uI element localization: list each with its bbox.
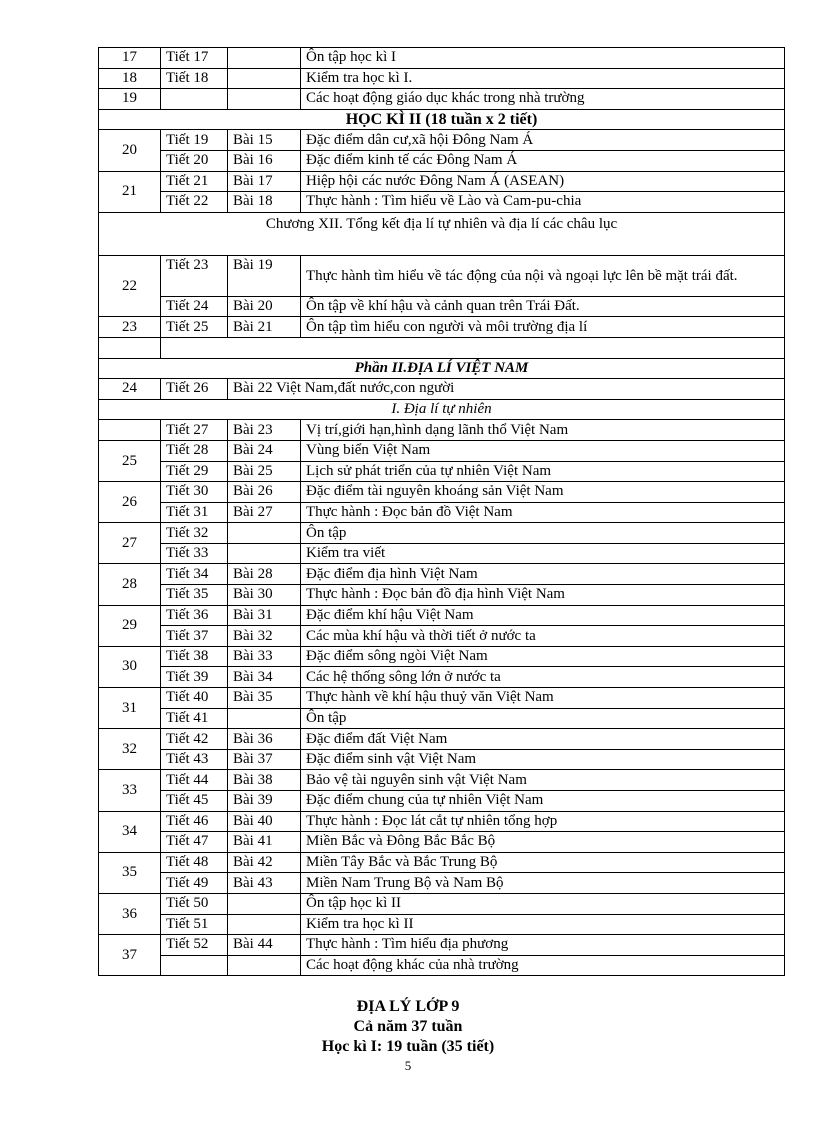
week-cell: 37: [99, 935, 161, 976]
lesson-cell: Tiết 28: [161, 440, 228, 461]
content-cell: Bài 22 Việt Nam,đất nước,con người: [228, 379, 785, 400]
lesson-cell: Tiết 52: [161, 935, 228, 956]
week-cell: 18: [99, 68, 161, 89]
unit-cell: [228, 708, 301, 729]
unit-cell: Bài 15: [228, 130, 301, 151]
lesson-cell: Tiết 43: [161, 749, 228, 770]
table-row: [99, 564, 785, 585]
section-row: [99, 399, 785, 420]
unit-cell: Bài 34: [228, 667, 301, 688]
unit-cell: [228, 955, 301, 976]
content-cell: Ôn tập học kì II: [301, 893, 785, 914]
table-row: [99, 171, 785, 192]
content-cell: Ôn tập: [301, 708, 785, 729]
week-cell: 34: [99, 811, 161, 852]
lesson-cell: Tiết 36: [161, 605, 228, 626]
unit-cell: Bài 25: [228, 461, 301, 482]
content-cell: Thực hành : Đọc bản đồ địa hình Việt Nam: [301, 585, 785, 606]
table-row: [99, 296, 785, 317]
empty-row: [99, 337, 785, 358]
unit-cell: Bài 39: [228, 791, 301, 812]
table-row: [99, 523, 785, 544]
unit-cell: Bài 41: [228, 832, 301, 853]
unit-cell: Bài 33: [228, 646, 301, 667]
lesson-cell: Tiết 25: [161, 317, 228, 338]
unit-cell: Bài 37: [228, 749, 301, 770]
semester-2-heading: HỌC KÌ II (18 tuần x 2 tiết): [99, 109, 785, 130]
unit-cell: Bài 24: [228, 440, 301, 461]
week-cell: 36: [99, 893, 161, 934]
table-row: [99, 48, 785, 69]
unit-cell: Bài 16: [228, 150, 301, 171]
unit-cell: Bài 40: [228, 811, 301, 832]
week-cell: 21: [99, 171, 161, 212]
unit-cell: Bài 36: [228, 729, 301, 750]
content-cell: Đặc điểm sinh vật Việt Nam: [301, 749, 785, 770]
lesson-cell: Tiết 39: [161, 667, 228, 688]
content-cell: Thực hành tìm hiểu về tác động của nội và ngoại lực lên bề mặt trái đất.: [301, 255, 785, 296]
content-cell: Lịch sử phát triển của tự nhiên Việt Nam: [301, 461, 785, 482]
unit-cell: Bài 27: [228, 502, 301, 523]
week-cell: 26: [99, 482, 161, 523]
week-cell: 30: [99, 646, 161, 687]
content-cell: Vị trí,giới hạn,hình dạng lãnh thổ Việt Nam: [301, 420, 785, 441]
lesson-cell: Tiết 19: [161, 130, 228, 151]
lesson-cell: Tiết 35: [161, 585, 228, 606]
unit-cell: [228, 523, 301, 544]
week-cell: 27: [99, 523, 161, 564]
lesson-cell: Tiết 20: [161, 150, 228, 171]
lesson-cell: Tiết 38: [161, 646, 228, 667]
part-2-heading: Phần II.ĐỊA LÍ VIỆT NAM: [99, 358, 785, 379]
section-natural-geography: I. Địa lí tự nhiên: [99, 399, 785, 420]
chapter-row: [99, 212, 785, 255]
content-cell: Đặc điểm đất Việt Nam: [301, 729, 785, 750]
lesson-cell: Tiết 48: [161, 852, 228, 873]
week-cell: 20: [99, 130, 161, 171]
content-cell: Các hệ thống sông lớn ở nước ta: [301, 667, 785, 688]
unit-cell: Bài 35: [228, 688, 301, 709]
table-row: [99, 605, 785, 626]
content-cell: Ôn tập: [301, 523, 785, 544]
part-heading-row: [99, 358, 785, 379]
table-row: [99, 708, 785, 729]
curriculum-table: [98, 47, 785, 976]
lesson-cell: Tiết 46: [161, 811, 228, 832]
content-cell: Đặc điểm chung của tự nhiên Việt Nam: [301, 791, 785, 812]
week-cell: 24: [99, 379, 161, 400]
unit-cell: Bài 31: [228, 605, 301, 626]
table-row: [99, 791, 785, 812]
table-row: [99, 89, 785, 110]
unit-cell: Bài 42: [228, 852, 301, 873]
unit-cell: Bài 18: [228, 192, 301, 213]
content-cell: Miền Bắc và Đông Bắc Bắc Bộ: [301, 832, 785, 853]
unit-cell: Bài 21: [228, 317, 301, 338]
chapter-xii-title: Chương XII. Tổng kết địa lí tự nhiên và địa lí các châu lục: [99, 212, 785, 255]
table-row: [99, 729, 785, 750]
lesson-cell: Tiết 45: [161, 791, 228, 812]
week-cell: 22: [99, 255, 161, 317]
table-row: [99, 852, 785, 873]
content-cell: Các mùa khí hậu và thời tiết ở nước ta: [301, 626, 785, 647]
table-row: [99, 955, 785, 976]
table-row: [99, 585, 785, 606]
content-cell: Các hoạt động khác của nhà trường: [301, 955, 785, 976]
lesson-cell: Tiết 29: [161, 461, 228, 482]
lesson-cell: [161, 89, 228, 110]
table-row: [99, 873, 785, 894]
lesson-cell: Tiết 32: [161, 523, 228, 544]
lesson-cell: Tiết 51: [161, 914, 228, 935]
table-row: [99, 543, 785, 564]
week-cell: 32: [99, 729, 161, 770]
lesson-cell: Tiết 26: [161, 379, 228, 400]
week-cell: 35: [99, 852, 161, 893]
content-cell: Thực hành : Đọc bản đồ Việt Nam: [301, 502, 785, 523]
content-cell: Đặc điểm kinh tế các Đông Nam Á: [301, 150, 785, 171]
semester-heading-row: [99, 109, 785, 130]
table-row: [99, 130, 785, 151]
table-row: [99, 420, 785, 441]
content-cell: Ôn tập học kì I: [301, 48, 785, 69]
week-cell: [99, 420, 161, 441]
unit-cell: [228, 543, 301, 564]
week-cell: 33: [99, 770, 161, 811]
empty-cell: [99, 337, 161, 358]
unit-cell: Bài 38: [228, 770, 301, 791]
content-cell: Các hoạt động giáo dục khác trong nhà trường: [301, 89, 785, 110]
lesson-cell: Tiết 40: [161, 688, 228, 709]
weeks-body: [99, 440, 785, 975]
empty-cell: [161, 337, 785, 358]
footer-year: Cả năm 37 tuần: [353, 1018, 463, 1035]
table-row: [99, 749, 785, 770]
week-cell: 23: [99, 317, 161, 338]
table-row: [99, 461, 785, 482]
unit-cell: [228, 68, 301, 89]
lesson-cell: Tiết 47: [161, 832, 228, 853]
table-row: [99, 150, 785, 171]
content-cell: Thực hành : Đọc lát cắt tự nhiên tổng hợp: [301, 811, 785, 832]
table-row: [99, 482, 785, 503]
content-cell: Đặc điểm khí hậu Việt Nam: [301, 605, 785, 626]
content-cell: Kiểm tra học kì I.: [301, 68, 785, 89]
content-cell: Đặc điểm sông ngòi Việt Nam: [301, 646, 785, 667]
page-number: 5: [404, 1058, 412, 1073]
table-row: [99, 255, 785, 296]
lesson-cell: Tiết 44: [161, 770, 228, 791]
unit-cell: [228, 48, 301, 69]
lesson-cell: Tiết 23: [161, 255, 228, 296]
lesson-cell: Tiết 17: [161, 48, 228, 69]
table-row: [99, 626, 785, 647]
table-row: [99, 914, 785, 935]
unit-cell: Bài 19: [228, 255, 301, 296]
lesson-cell: Tiết 34: [161, 564, 228, 585]
table-row: [99, 832, 785, 853]
footer-semester: Học kì I: 19 tuần (35 tiết): [321, 1038, 495, 1055]
unit-cell: Bài 26: [228, 482, 301, 503]
content-cell: Đặc điểm dân cư,xã hội Đông Nam Á: [301, 130, 785, 151]
unit-cell: Bài 44: [228, 935, 301, 956]
table-row: [99, 317, 785, 338]
week-cell: 29: [99, 605, 161, 646]
footer-title: ĐỊA LÝ LỚP 9: [356, 998, 460, 1015]
week-cell: 31: [99, 688, 161, 729]
content-cell: Bảo vệ tài nguyên sinh vật Việt Nam: [301, 770, 785, 791]
unit-cell: Bài 17: [228, 171, 301, 192]
lesson-cell: Tiết 18: [161, 68, 228, 89]
week-cell: 17: [99, 48, 161, 69]
content-cell: Hiệp hội các nước Đông Nam Á (ASEAN): [301, 171, 785, 192]
lesson-cell: Tiết 21: [161, 171, 228, 192]
unit-cell: [228, 914, 301, 935]
lesson-cell: Tiết 50: [161, 893, 228, 914]
lesson-cell: [161, 955, 228, 976]
table-row: [99, 688, 785, 709]
table-row: [99, 811, 785, 832]
table-row: [99, 502, 785, 523]
lesson-cell: Tiết 30: [161, 482, 228, 503]
content-cell: Đặc điểm tài nguyên khoáng sản Việt Nam: [301, 482, 785, 503]
content-cell: Kiểm tra viết: [301, 543, 785, 564]
content-cell: Đặc điểm địa hình Việt Nam: [301, 564, 785, 585]
unit-cell: Bài 30: [228, 585, 301, 606]
content-cell: Kiểm tra học kì II: [301, 914, 785, 935]
week-cell: 28: [99, 564, 161, 605]
lesson-cell: Tiết 37: [161, 626, 228, 647]
unit-cell: Bài 20: [228, 296, 301, 317]
content-cell: Thực hành về khí hậu thuỷ văn Việt Nam: [301, 688, 785, 709]
lesson-cell: Tiết 33: [161, 543, 228, 564]
lesson-cell: Tiết 31: [161, 502, 228, 523]
table-row: [99, 893, 785, 914]
unit-cell: [228, 89, 301, 110]
content-cell: Thực hành : Tìm hiểu về Lào và Cam-pu-chia: [301, 192, 785, 213]
content-cell: Ôn tập về khí hậu và cảnh quan trên Trái Đất.: [301, 296, 785, 317]
table-row: [99, 667, 785, 688]
lesson-cell: Tiết 42: [161, 729, 228, 750]
table-row: [99, 379, 785, 400]
lesson-cell: Tiết 22: [161, 192, 228, 213]
unit-cell: Bài 43: [228, 873, 301, 894]
content-cell: Miền Tây Bắc và Bắc Trung Bộ: [301, 852, 785, 873]
table-row: [99, 440, 785, 461]
unit-cell: Bài 32: [228, 626, 301, 647]
unit-cell: Bài 23: [228, 420, 301, 441]
lesson-cell: Tiết 41: [161, 708, 228, 729]
content-cell: Thực hành : Tìm hiểu địa phương: [301, 935, 785, 956]
unit-cell: Bài 28: [228, 564, 301, 585]
unit-cell: [228, 893, 301, 914]
week-cell: 25: [99, 440, 161, 481]
content-cell: Miền Nam Trung Bộ và Nam Bộ: [301, 873, 785, 894]
lesson-cell: Tiết 49: [161, 873, 228, 894]
lesson-cell: Tiết 24: [161, 296, 228, 317]
week-cell: 19: [99, 89, 161, 110]
table-row: [99, 770, 785, 791]
table-row: [99, 935, 785, 956]
table-row: [99, 68, 785, 89]
table-row: [99, 192, 785, 213]
content-cell: Vùng biển Việt Nam: [301, 440, 785, 461]
content-cell: Ôn tập tìm hiểu con người và môi trường địa lí: [301, 317, 785, 338]
lesson-cell: Tiết 27: [161, 420, 228, 441]
table-row: [99, 646, 785, 667]
